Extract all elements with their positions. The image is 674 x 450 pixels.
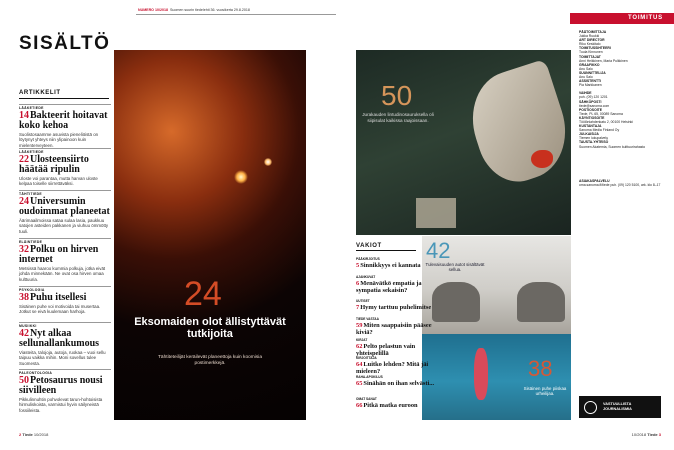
article-description: Pikkulinnuhtin pohvolevat tarun-hohtoisista hirmuliskoista, varmistui hyvin säilyneistä fossiileista.	[19, 397, 103, 413]
article-description: Sisäinen puhe voi motivoida tai musertaa. Jotkut se eivä kuulemaan harhoja.	[19, 304, 101, 315]
article-entry[interactable]	[19, 190, 111, 234]
page-title: SISÄLTÖ	[19, 33, 111, 54]
dinosaur-image[interactable]	[356, 50, 571, 235]
column-entry[interactable]: PÄÄKIRJOITUS 5Sinnikkyys ei kannata	[356, 257, 421, 269]
masthead-item: KÄYNTIOSOITE Töölönlahdenkatu 2, 00100 Helsinki	[579, 115, 633, 124]
masthead-item: TOIMITTAJAT Anni Heikkinen, Maria Pulkkinen	[579, 54, 628, 63]
bird-head	[531, 150, 553, 168]
planet-image[interactable]	[114, 50, 306, 420]
masthead-item: TOIMITUSSIHTEERI Tuula Kinnunen	[579, 46, 611, 55]
masthead	[579, 30, 661, 187]
article-description: Metsissä haaroo kummia polkuja, jotka eivät johda minnekään. Ne ovat osa hirven omaa kulttuuria.	[19, 266, 106, 282]
column-entry[interactable]: KIRJAT 62Pelto pelastun vain yhteispelillä	[356, 338, 416, 357]
responsible-journalism-badge: VASTUULLISTA JOURNALISMIA	[579, 396, 661, 418]
article-entry[interactable]	[19, 322, 111, 366]
column-entry[interactable]: OMAT SANAT 66Pitkä matka euroon	[356, 397, 418, 409]
masthead-item: SÄHKÖPOSTI tiede@sanoma.com	[579, 99, 610, 108]
car-interior-image[interactable]	[422, 236, 571, 334]
article-headline: 42Nyt alkaa sellunallankumous	[19, 328, 100, 349]
masthead-item: VAIHDE puh. (09) 120 1201	[579, 91, 608, 100]
masthead-item: PÄÄTOIMITTAJA Jukka Ruukki	[579, 30, 607, 39]
article-headline: 32Polku on hirven internet	[19, 244, 99, 265]
article-category: PALEONTOLOGIA	[19, 369, 111, 375]
image-number: 42	[426, 238, 451, 263]
article-category: LÄÄKETIEDE	[19, 104, 111, 110]
column-entry[interactable]: UUTISET 7Hymy tarttuu puhelimitse	[356, 299, 432, 311]
masthead-item: ASSISTENTTI Pia Markkanen	[579, 79, 602, 88]
masthead-item: POSTIOSOITE Tiede, PL 65, 00089 Sanoma	[579, 107, 623, 116]
vakiot-rule	[356, 250, 416, 251]
article-headline: 50Petosaurus nousi siivilleen	[19, 375, 103, 396]
article-headline: 24Universumin oudoimmat planeetat	[19, 196, 110, 217]
right-footer: 10/2018 Tiede 3	[631, 432, 661, 437]
image-caption: Jurakauden lintudinosauruksella oli siipisulat kaikissa raajoissaan.	[362, 112, 434, 123]
image-number: 38	[528, 356, 553, 381]
star-glow	[264, 158, 272, 166]
article-category: PSYKOLOGIA	[19, 286, 111, 292]
image-caption: Sisäinen puhe piiskaa urheilijaa.	[523, 386, 567, 397]
article-entry[interactable]	[19, 369, 111, 413]
article-category: TÄHTITIEDE	[19, 190, 111, 196]
check-icon	[584, 401, 597, 414]
subscription-text: oma.sanoma.fi/tiede puh. (09) 120 5100, ark. klo 8–17	[579, 182, 661, 187]
article-description: Äärimaailmoissa sataa sulaa lasia, paukkuu satojen asteiden pakkanen ja viuhuu ömmötty tuuli.	[19, 218, 109, 234]
fossil-slab	[416, 198, 456, 228]
subscription-title: ASIAKASPALVELU	[579, 178, 610, 183]
masthead-item: GRAAFIKKO Anu Salo	[579, 62, 600, 71]
article-category: ELÄINTIEDE	[19, 238, 111, 244]
left-footer: 2 Tiede 10/2018	[19, 432, 49, 437]
article-entry[interactable]	[19, 286, 111, 315]
tennis-image[interactable]	[422, 334, 571, 420]
image-caption: Tähtiteteilijät keräilevät planeettoja kuin koomisia postimerkkejä.	[158, 355, 262, 366]
image-number: 24	[184, 275, 222, 313]
column-entry[interactable]: RAHA-APOKILUS 65Sinähän on ihan selvästi...	[356, 375, 435, 387]
article-description: Suolistosaamme asuvista pieneliöistä on löytynyt yhteys niin ylipainoon kuin mielenterveyteen.	[19, 132, 99, 148]
article-headline: 22Ulosteensiirto häätää ripulin	[19, 154, 89, 175]
toimitus-band: TOIMITUS	[570, 13, 674, 24]
section-rule	[19, 98, 109, 99]
article-headline: 14Bakteerit hoitavat koko kehoa	[19, 110, 108, 131]
right-page	[337, 0, 674, 450]
masthead-item: ART DIRECTOR Riku Keskitalo	[579, 38, 605, 47]
image-number: 50	[381, 80, 413, 111]
masthead-item: SUUNNITTELIJA Anu Salo	[579, 70, 606, 80]
article-category: MUSIIKKI	[19, 322, 111, 328]
article-headline: 38Puhu itsellesi	[19, 292, 87, 303]
article-description: Uloste voi parantaa, mutta harvan uloste kelpaa toiselle siirrettäväksi.	[19, 176, 98, 187]
column-entry[interactable]: TIEDE VASTAA 59Miten saappaisiin pääsee kiviä?	[356, 317, 432, 336]
image-headline: Eksomaiden olot ällistyttävät tutkijoita	[134, 316, 286, 340]
bird-wing	[459, 59, 571, 191]
article-entry[interactable]	[19, 104, 111, 148]
masthead-item: JULKAISIJA Tiemen lukupalvelu	[579, 132, 609, 141]
masthead-item: TAUSTA-YHTEISÖ Suomen Akatemia, Suomen kulttuurirahasto	[579, 140, 646, 149]
article-entry[interactable]	[19, 148, 111, 187]
column-entry[interactable]: KIRJOITTAJA 64Luitko lehden? Mitä jäi mieleen?	[356, 356, 429, 375]
article-description: Viasteita, talojoja, autoja, ruokaa – vuoi sellu taipuu vaikka mihin. Moni sovellus tulee Suomesta.	[19, 350, 106, 366]
article-entry[interactable]	[19, 238, 111, 282]
image-caption: Tulevaisuuden autot sisältävät sellua.	[425, 262, 485, 273]
header-rule	[136, 14, 336, 15]
masthead-item: KUSTANTAJA Sanoma Media Finland Oy	[579, 124, 620, 133]
column-entry[interactable]: AJANKUVAT 6Menävätkö empatia ja sympatia sekaisin?	[356, 275, 422, 294]
star-glow	[234, 170, 248, 184]
section-heading: ARTIKKELIT	[19, 90, 61, 96]
car-seat	[517, 282, 565, 322]
player-figure	[474, 348, 488, 400]
vakiot-heading: VAKIOT	[356, 243, 382, 249]
article-category: LÄÄKETIEDE	[19, 148, 111, 154]
left-header: NUMERO 10/2018 Suomen suurin tiedelehti 36. vuosikerta 29.8.2018	[138, 8, 250, 12]
